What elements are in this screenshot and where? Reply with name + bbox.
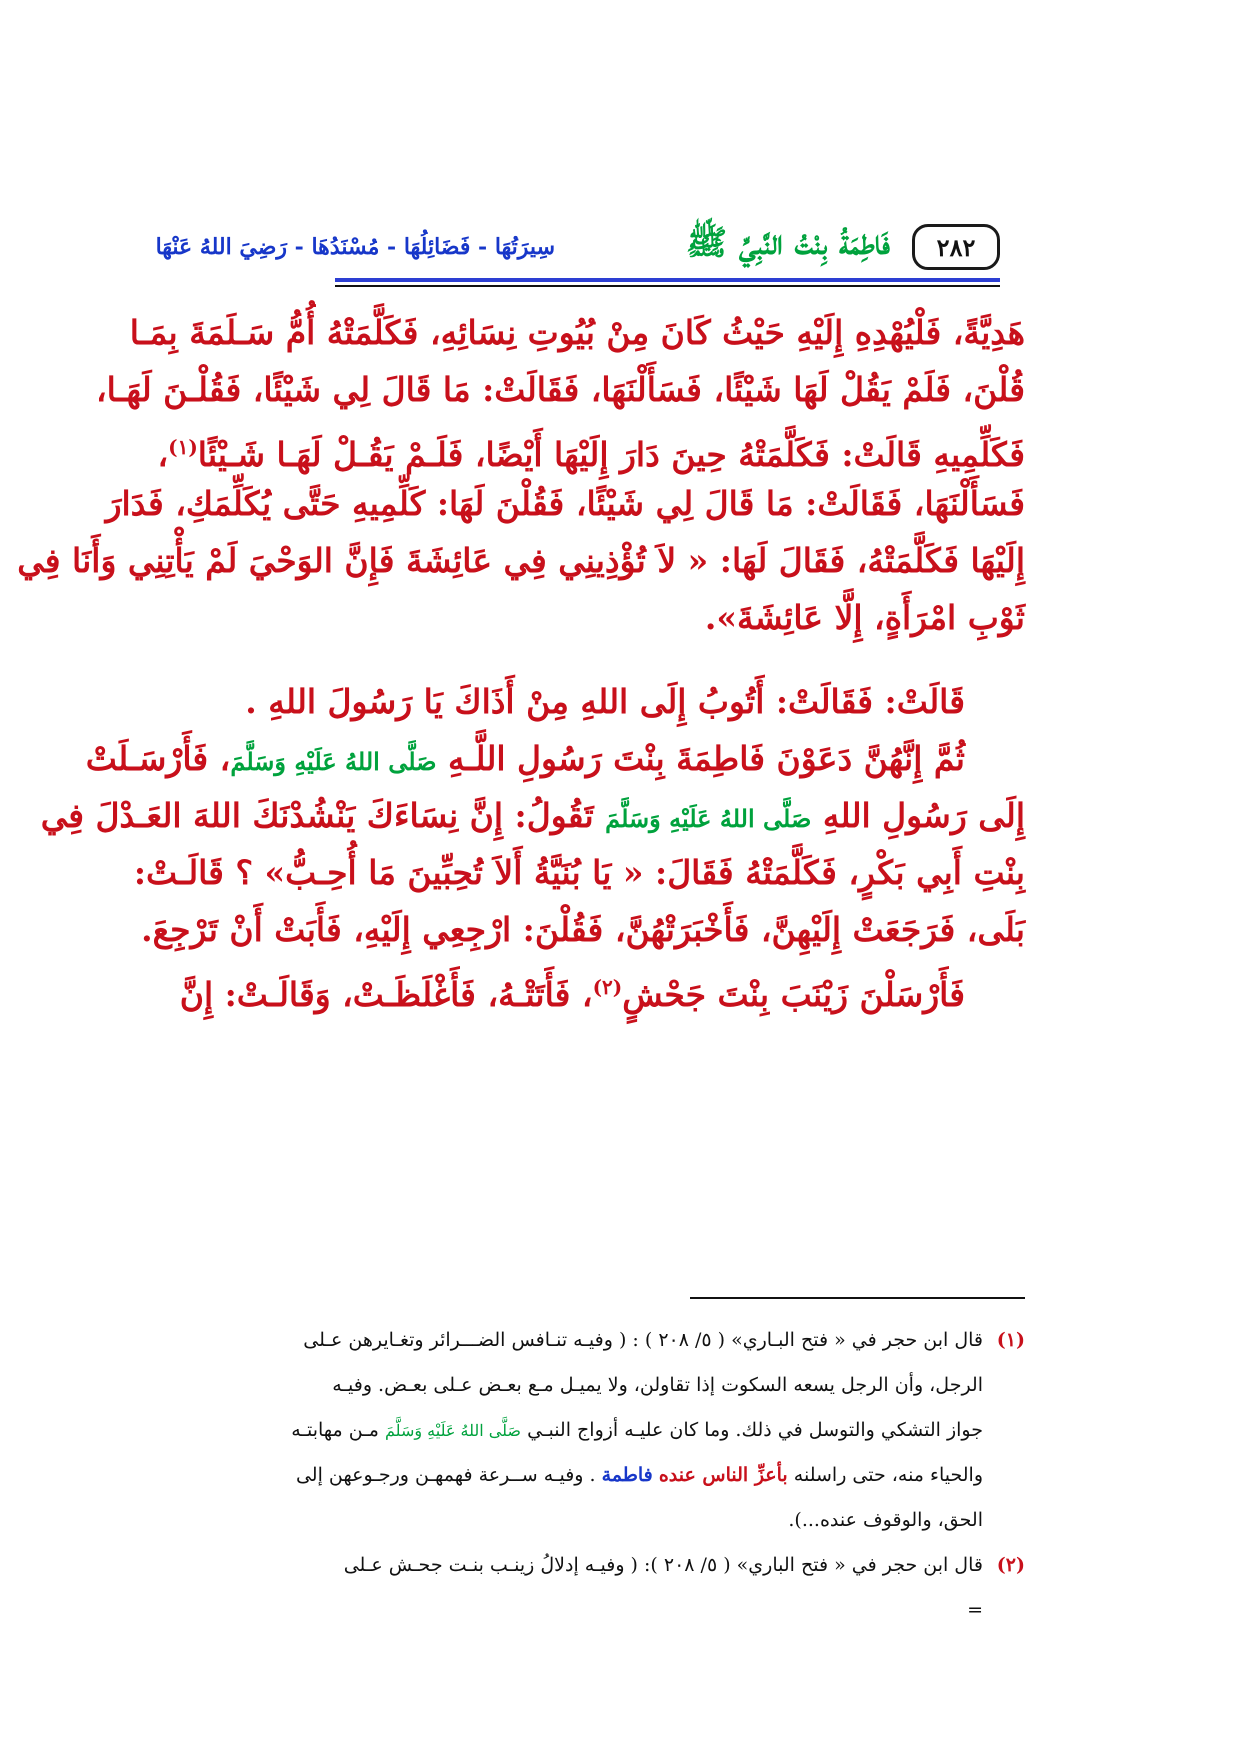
text-line (40, 788, 1025, 845)
footnote-line: قال ابن حجر في « فتح البـاري» ( ٥/ ٢٠٨ ) : ( وفيـه تنـافس الضـــرائر وتغـايرهن عـلى (303, 1329, 983, 1351)
paragraph-gap (220, 647, 1025, 674)
text-line: فَسَأَلْنَهَا، فَقَالَتْ: مَا قَالَ لِي شَيْئًا، فَقُلْنَ لَهَا: كَلِّمِيهِ حَتَّى يُكَلِّمَكِ، فَدَارَ (105, 484, 1025, 523)
text-line (85, 731, 1025, 788)
highlight-blue: فاطمة (601, 1464, 653, 1486)
text-line: إِلَيْهَا فَكَلَّمَتْهُ، فَقَالَ لَهَا: « لاَ تُؤْذِينِي فِي عَائِشَةَ فَإِنَّ الوَحْيَ لَمْ يَأْتِنِي وَأَنَا فِي (17, 541, 1025, 580)
page-number: ٢٨٢ (912, 224, 1000, 270)
footnote-line (220, 1408, 983, 1453)
footnote-line: قال ابن حجر في « فتح الباري» ( ٥/ ٢٠٨ ): ( وفيـه إدلالُ زينـب بنـت جحـش عـلى (343, 1554, 983, 1576)
header-rule-black (335, 285, 1000, 287)
text-line: بَلَى، فَرَجَعَتْ إِلَيْهِنَّ، فَأَخْبَرَتْهُنَّ، فَقُلْنَ: ارْجِعِي إِلَيْهِ، فَأَبَتْ أَنْ تَرْجِعَ. (141, 910, 1025, 949)
footnote-line: الرجل، وأن الرجل يسعه السكوت إذا تقاولن، ولا يميـل مـع بعـض عـلى بعـض. وفيـه (332, 1374, 983, 1396)
salutation-glyph: صَلَّى اللهُ عَلَيْهِ وَسَلَّمَ (385, 1421, 522, 1440)
footnote-line: الحق، والوقوف عنده...). (788, 1509, 983, 1531)
text-line: بِنْتِ أَبِي بَكْرٍ، فَكَلَّمَتْهُ فَقَالَ: « يَا بُنَيَّةُ أَلاَ تُحِبِّينَ مَا أُحِـبُّ» ؟ قَالَـتْ: (133, 853, 1025, 892)
footnote-line (220, 1453, 983, 1498)
footnote-1 (220, 1318, 1025, 1543)
text-segment: إِلَى رَسُولِ اللهِ (822, 796, 1025, 835)
text-line: هَدِيَّةً، فَلْيُهْدِهِ إِلَيْهِ حَيْثُ كَانَ مِنْ بُيُوتِ نِسَائِهِ، فَكَلَّمَتْهُ أُمُّ سَـلَمَةَ بِمَـا (129, 313, 1025, 352)
text-segment: ، فَأَرْسَـلَتْ (85, 739, 231, 778)
text-line: ثَوْبِ امْرَأَةٍ، إِلَّا عَائِشَةَ». (704, 598, 1025, 637)
footnote-ref-2[interactable]: (٢) (592, 975, 623, 999)
text-segment: تَقُولُ: إِنَّ نِسَاءَكَ يَنْشُدْنَكَ اللهَ العَـدْلَ فِي (40, 796, 594, 835)
main-text (17, 305, 1025, 1016)
text-line: قَالَتْ: فَقَالَتْ: أَتُوبُ إِلَى اللهِ مِنْ أَذَاكَ يَا رَسُولَ اللهِ . (245, 682, 965, 721)
footnote-separator (690, 1297, 1025, 1299)
book-subtitle: سِيرَتُهَا - فَضَائِلُهَا - مُسْنَدُهَا - رَضِيَ اللهُ عَنْهَا (155, 234, 555, 260)
text-segment: مـن مهابتـه (291, 1419, 379, 1441)
text-line (179, 959, 1025, 1016)
book-title: فَاطِمَةُ بِنْتُ النَّبِيِّ ﷺ (686, 223, 890, 263)
text-segment: والحياء منه، حتى راسلنه (793, 1464, 983, 1486)
footnotes (220, 1318, 1025, 1633)
highlight-red: بأعزِّ الناس عنده (658, 1464, 788, 1486)
text-segment: ثُمَّ إِنَّهُنَّ دَعَوْنَ فَاطِمَةَ بِنْتَ رَسُولِ اللَّـهِ (448, 739, 965, 778)
salutation-glyph: صَلَّى اللهُ عَلَيْهِ وَسَلَّمَ (605, 804, 812, 833)
text-line: قُلْنَ، فَلَمْ يَقُلْ لَهَا شَيْئًا، فَسَأَلْنَهَا، فَقَالَتْ: مَا قَالَ لِي شَيْئًا، فَقُلْـنَ لَهَـا، (95, 370, 1025, 409)
text-segment: فَأَرْسَلْنَ زَيْنَبَ بِنْتَ جَحْشٍ (622, 975, 965, 1014)
footnote-ref-1[interactable]: (١) (168, 435, 198, 459)
text-segment: فَكَلِّمِيهِ قَالَتْ: فَكَلَّمَتْهُ حِينَ دَارَ إِلَيْهَا أَيْضًا، فَلَـمْ يَقُـلْ لَهَـا شَـيْئًا (197, 435, 1025, 474)
page-header (155, 212, 1000, 282)
header-rule-blue (335, 278, 1000, 282)
text-segment: . وفيـه ســرعة فهمهـن ورجـوعهن إلى (295, 1464, 596, 1486)
footnote-number: (١) (996, 1329, 1025, 1351)
footnote-number: (٢) (996, 1554, 1025, 1576)
text-segment: جواز التشكي والتوسل في ذلك. وما كان عليـه أزواج النبـي (527, 1419, 983, 1441)
salutation-glyph: صَلَّى اللهُ عَلَيْهِ وَسَلَّمَ (230, 747, 437, 776)
footnote-2 (220, 1543, 1025, 1633)
text-segment: ، (157, 435, 169, 474)
text-segment: ، فَأَتَتْـهُ، فَأَغْلَظَـتْ، وَقَالَـتْ: إِنَّ (179, 975, 593, 1014)
footnote-continuation: = (967, 1599, 983, 1621)
text-line (157, 419, 1025, 476)
